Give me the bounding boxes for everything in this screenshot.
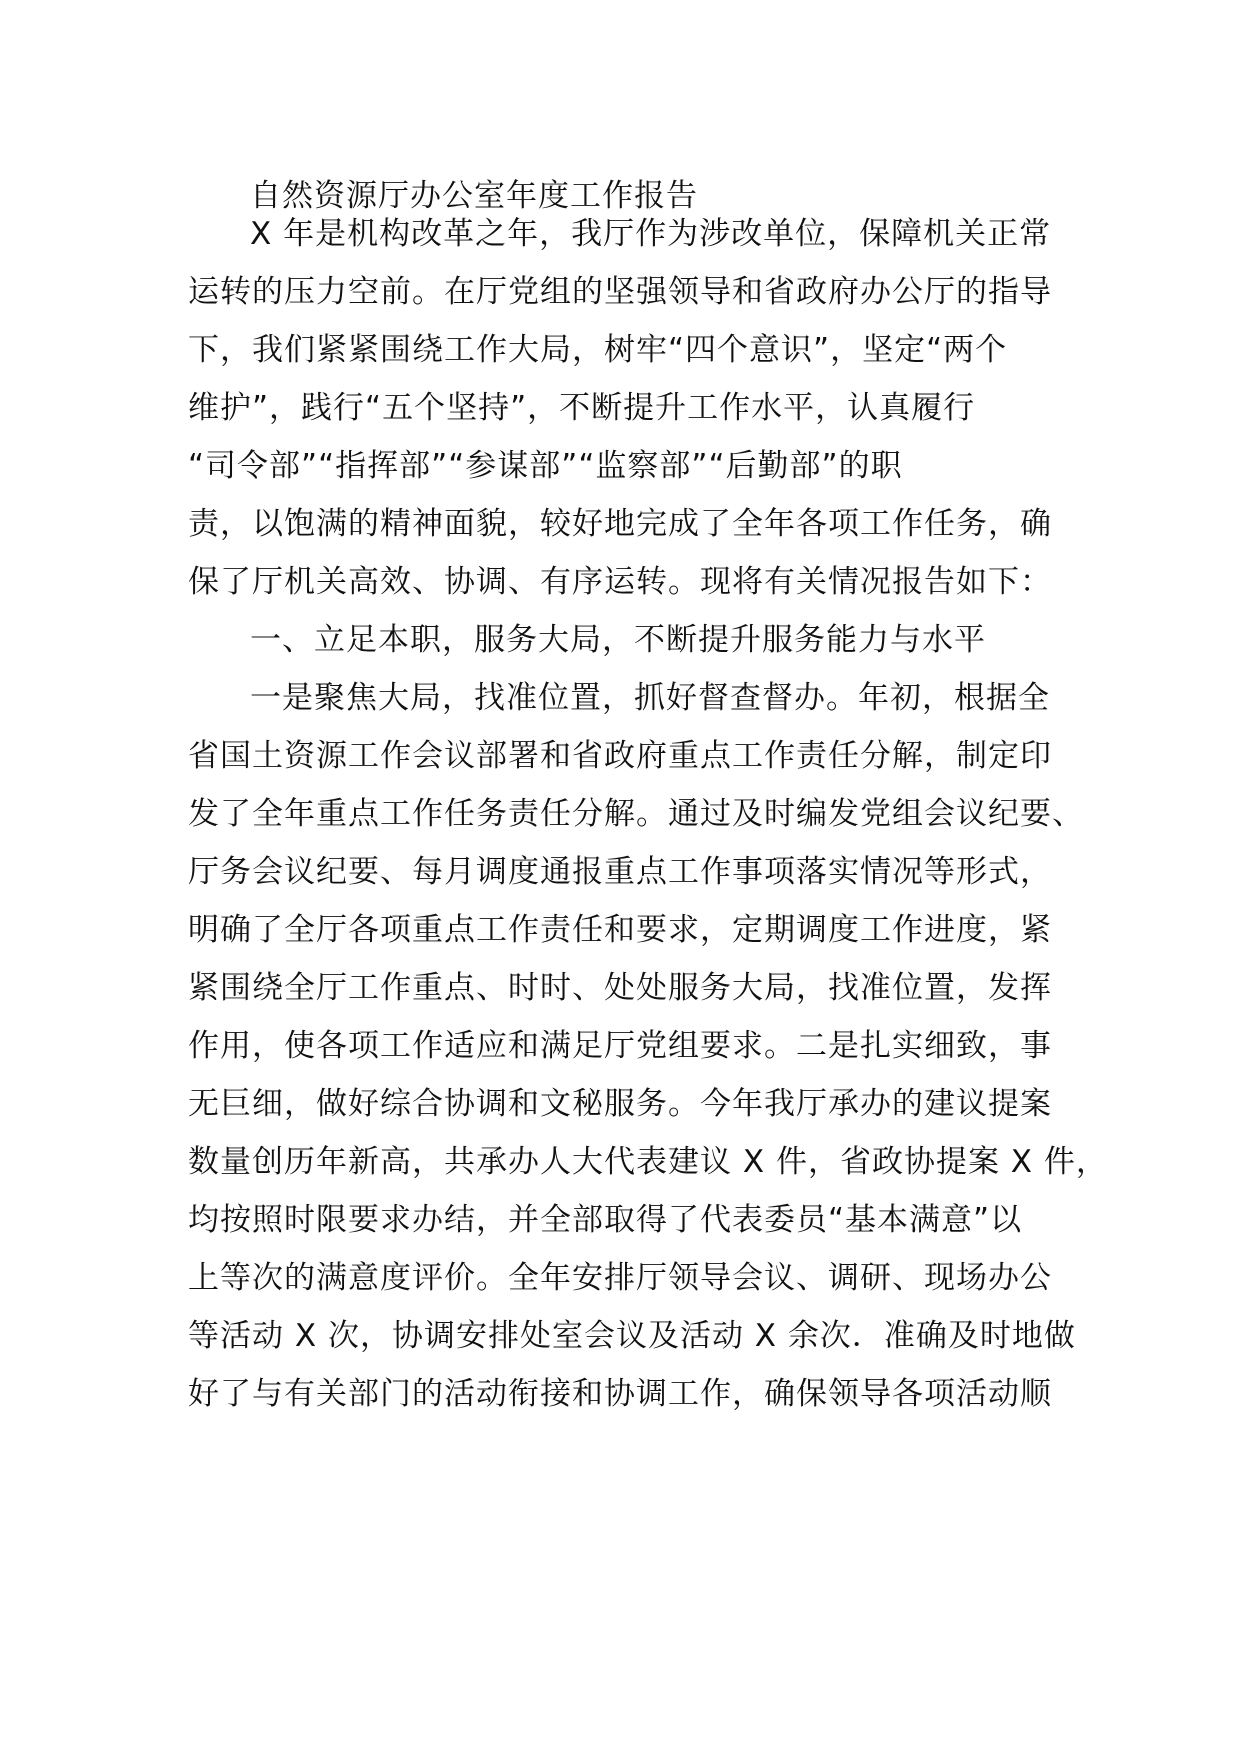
paragraph-line: 数量创历年新高，共承办人大代表建议 X 件，省政协提案 X 件， — [188, 1144, 1108, 1180]
paragraph-line: 好了与有关部门的活动衔接和协调工作，确保领导各项活动顺 — [188, 1376, 1052, 1412]
document-title: 自然资源厅办公室年度工作报告 — [250, 178, 698, 214]
paragraph-line: 省国土资源工作会议部署和省政府重点工作责任分解，制定印 — [188, 738, 1052, 774]
paragraph-line: “司令部”“指挥部”“参谋部”“监察部”“后勤部”的职 — [188, 448, 903, 484]
paragraph-line: 发了全年重点工作任务责任分解。通过及时编发党组会议纪要、 — [188, 796, 1084, 832]
paragraph-line: 下，我们紧紧围绕工作大局，树牢“四个意识”，坚定“两个 — [188, 332, 1008, 368]
paragraph-line: 作用，使各项工作适应和满足厅党组要求。二是扎实细致，事 — [188, 1028, 1052, 1064]
paragraph-line: 一是聚焦大局，找准位置，抓好督查督办。年初，根据全 — [250, 680, 1050, 716]
paragraph-line: 维护”，践行“五个坚持”，不断提升工作水平，认真履行 — [188, 390, 976, 426]
paragraph-line: 责，以饱满的精神面貌，较好地完成了全年各项工作任务，确 — [188, 506, 1052, 542]
paragraph-line: 紧围绕全厅工作重点、时时、处处服务大局，找准位置，发挥 — [188, 970, 1052, 1006]
paragraph-line: 上等次的满意度评价。全年安排厅领导会议、调研、现场办公 — [188, 1260, 1052, 1296]
paragraph-line: 厅务会议纪要、每月调度通报重点工作事项落实情况等形式， — [188, 854, 1052, 890]
paragraph-line: 等活动 X 次，协调安排处室会议及活动 X 余次．准确及时地做 — [188, 1318, 1076, 1354]
section-heading: 一、立足本职，服务大局，不断提升服务能力与水平 — [250, 622, 986, 658]
paragraph-line: 运转的压力空前。在厅党组的坚强领导和省政府办公厅的指导 — [188, 274, 1052, 310]
paragraph-line: 明确了全厅各项重点工作责任和要求，定期调度工作进度，紧 — [188, 912, 1052, 948]
paragraph-line: 均按照时限要求办结，并全部取得了代表委员“基本满意”以 — [188, 1202, 1023, 1238]
paragraph-line: 无巨细，做好综合协调和文秘服务。今年我厅承办的建议提案 — [188, 1086, 1052, 1122]
paragraph-line: 保了厅机关高效、协调、有序运转。现将有关情况报告如下： — [188, 564, 1052, 600]
paragraph-line: X 年是机构改革之年，我厅作为涉改单位，保障机关正常 — [250, 216, 1052, 252]
